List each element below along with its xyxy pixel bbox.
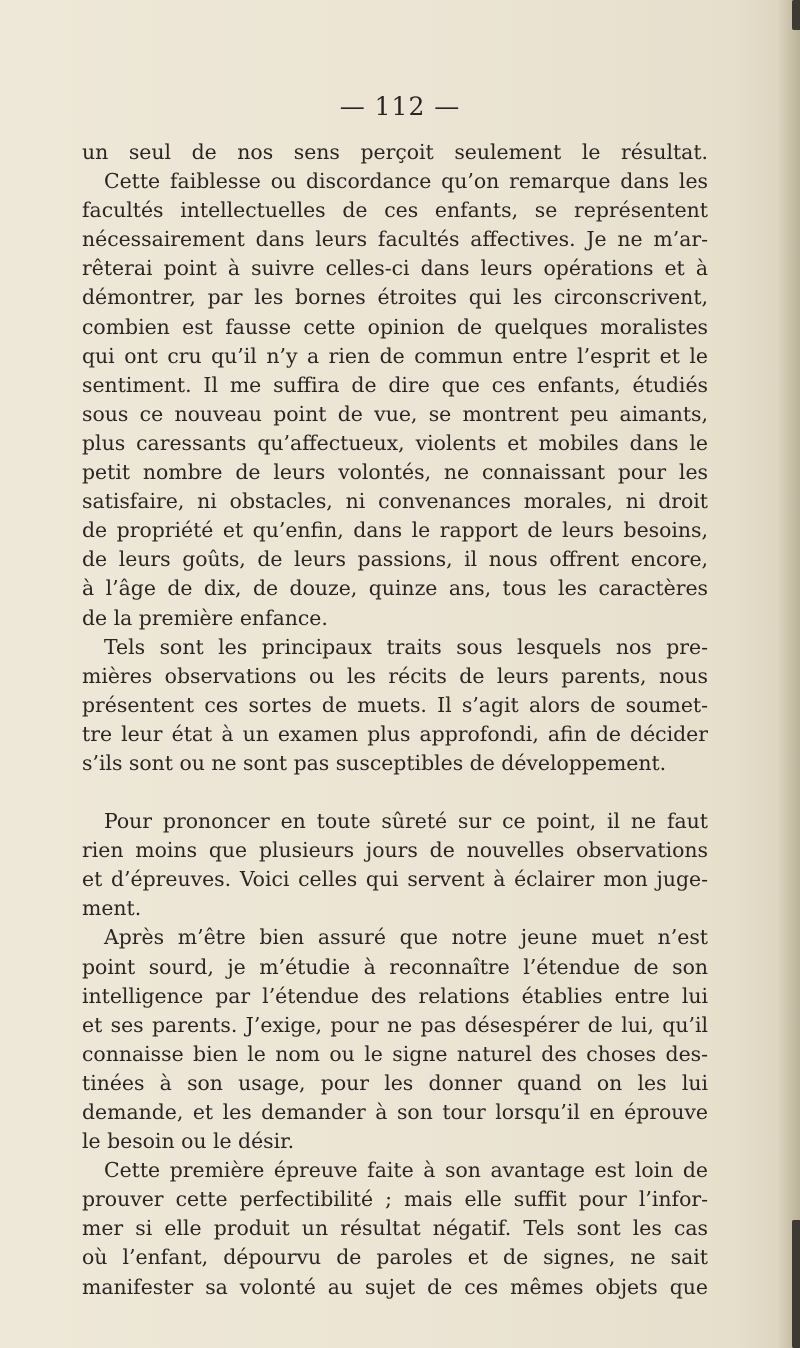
text-line: à l’âge de dix, de douze, quinze ans, tous les caractères: [82, 576, 708, 601]
text-line: où l’enfant, dépourvu de paroles et de signes, ne sait: [82, 1245, 708, 1270]
page-number: — 112 —: [339, 92, 461, 121]
text-line: sous ce nouveau point de vue, se montrent peu aimants,: [82, 401, 708, 426]
page-edge-shadow: [778, 0, 800, 1348]
text-line: mer si elle produit un résultat négatif. Tels sont les cas: [82, 1216, 708, 1241]
text-line: présentent ces sortes de muets. Il s’agit alors de soumet-: [82, 692, 708, 717]
text-line: intelligence par l’étendue des relations établies entre lui: [82, 983, 708, 1008]
text-line: Tels sont les principaux traits sous lesquels nos pre-: [104, 634, 708, 659]
text-line: démontrer, par les bornes étroites qui les circonscrivent,: [82, 285, 708, 310]
text-line: Cette première épreuve faite à son avantage est loin de: [104, 1158, 708, 1183]
text-line: un seul de nos sens perçoit seulement le résultat.: [82, 140, 708, 164]
text-line: manifester sa volonté au sujet de ces mêmes objets que: [82, 1274, 708, 1299]
text-line: de propriété et qu’enfin, dans le rapport de leurs besoins,: [82, 518, 708, 543]
page-edge-mark: [792, 1220, 800, 1348]
text-line: Après m’être bien assuré que notre jeune muet n’est: [104, 925, 708, 950]
paragraph-gap: [82, 778, 708, 807]
text-line: petit nombre de leurs volontés, ne connaissant pour les: [82, 460, 708, 485]
text-line: satisfaire, ni obstacles, ni convenances morales, ni droit: [82, 489, 708, 514]
text-line: tinées à son usage, pour les donner quand on les lui: [82, 1070, 708, 1095]
text-line: le besoin ou le désir.: [82, 1129, 295, 1154]
text-line: et ses parents. J’exige, pour ne pas désespérer de lui, qu’il: [82, 1012, 708, 1037]
text-line: mières observations ou les récits de leurs parents, nous: [82, 663, 708, 688]
text-line: Cette faiblesse ou discordance qu’on remarque dans les: [104, 169, 708, 194]
text-line: ment.: [82, 896, 142, 921]
text-line: et d’épreuves. Voici celles qui servent à éclairer mon juge-: [82, 867, 708, 892]
text-line: de leurs goûts, de leurs passions, il nous offrent encore,: [82, 547, 708, 572]
text-line: plus caressants qu’affectueux, violents et mobiles dans le: [82, 430, 708, 455]
text-line: combien est fausse cette opinion de quelques moralistes: [82, 314, 708, 339]
text-line: Pour prononcer en toute sûreté sur ce point, il ne faut: [104, 809, 708, 834]
text-line: prouver cette perfectibilité ; mais elle suffit pour l’infor-: [82, 1187, 708, 1212]
text-line: rêterai point à suivre celles-ci dans leurs opérations et à: [82, 256, 708, 281]
text-line: de la première enfance.: [82, 605, 328, 630]
text-line: facultés intellectuelles de ces enfants, se représentent: [82, 198, 708, 223]
text-line: connaisse bien le nom ou le signe naturel des choses des-: [82, 1041, 708, 1066]
text-line: rien moins que plusieurs jours de nouvelles observations: [82, 838, 708, 863]
text-line: nécessairement dans leurs facultés affectives. Je ne m’ar-: [82, 227, 708, 252]
text-line: s’ils sont ou ne sont pas susceptibles de développement.: [82, 750, 667, 775]
text-line: demande, et les demander à son tour lorsqu’il en éprouve: [82, 1100, 708, 1124]
text-line: point sourd, je m’étudie à reconnaître l’étendue de son: [82, 954, 708, 979]
page-edge-mark: [792, 0, 800, 30]
text-line: sentiment. Il me suffira de dire que ces enfants, étudiés: [82, 372, 708, 397]
body-text: [82, 138, 708, 1302]
text-line: qui ont cru qu’il n’y a rien de commun entre l’esprit et le: [82, 343, 708, 368]
text-line: tre leur état à un examen plus approfondi, afin de décider: [82, 721, 708, 746]
